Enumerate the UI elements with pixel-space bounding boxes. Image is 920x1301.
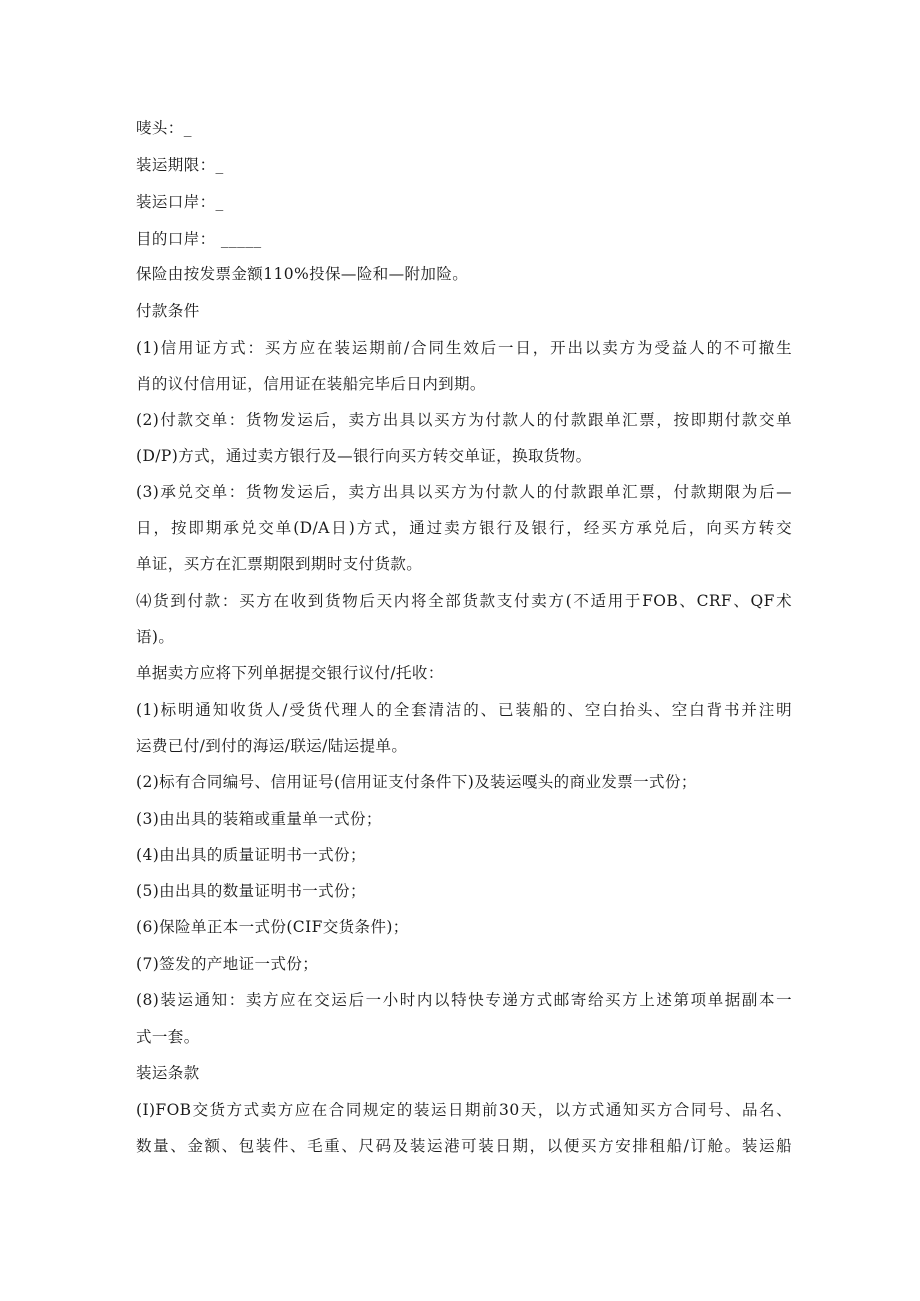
document-item-5: (5)由出具的数量证明书一式份； <box>136 882 366 900</box>
document-item-3: (3)由出具的装箱或重量单一式份； <box>136 810 382 828</box>
payment-terms-heading: 付款条件 <box>136 302 200 320</box>
destination-port-line: 目的口岸： _____ <box>136 230 262 248</box>
insurance-line: 保险由按发票金额110%投保—险和—附加险。 <box>136 265 469 283</box>
document-item-4: (4)由出具的质量证明书一式份； <box>136 846 366 864</box>
payment-cod-line-1: ⑷货到付款：买方在收到货物后天内将全部货款支付卖方(不适用于FOB、CRF、QF术 <box>136 592 792 610</box>
payment-da-line-3: 单证，买方在汇票期限到期时支付货款。 <box>136 555 423 573</box>
payment-lc-line-2: 肖的议付信用证，信用证在装船完毕后日内到期。 <box>136 375 486 393</box>
shipping-period-line: 装运期限：_ <box>136 156 224 174</box>
document-item-1-line-2: 运费已付/到付的海运/联运/陆运提单。 <box>136 737 408 755</box>
document-item-2: (2)标有合同编号、信用证号(信用证支付条件下)及装运嘎头的商业发票一式份； <box>136 773 697 791</box>
loading-port-line: 装运口岸：_ <box>136 193 224 211</box>
document-item-6: (6)保险单正本一式份(CIF交货条件)； <box>136 918 409 936</box>
document-item-8-line-1: (8)装运通知：卖方应在交运后一小时内以特快专递方式邮寄给买方上述第项单据副本一 <box>136 991 792 1009</box>
document-item-1-line-1: (1)标明通知收货人/受货代理人的全套清洁的、已装船的、空白抬头、空白背书并注明 <box>136 701 792 719</box>
payment-da-line-1: (3)承兑交单：货物发运后，卖方出具以买方为付款人的付款跟单汇票，付款期限为后— <box>136 483 792 501</box>
payment-cod-line-2: 语)。 <box>136 628 175 646</box>
shipping-clause-line-2: 数量、金额、包装件、毛重、尺码及装运港可装日期，以便买方安排租船/订舱。装运船 <box>136 1137 792 1155</box>
payment-da-line-2: 日，按即期承兑交单(D/A日)方式，通过卖方银行及银行，经买方承兑后，向买方转交 <box>136 519 792 537</box>
document-item-7: (7)签发的产地证一式份； <box>136 955 319 973</box>
payment-lc-line-1: (1)信用证方式：买方应在装运期前/合同生效后一日，开出以卖方为受益人的不可撤生 <box>136 339 792 357</box>
documents-heading: 单据卖方应将下列单据提交银行议付/托收： <box>136 664 444 682</box>
document-item-8-line-2: 式一套。 <box>136 1028 200 1046</box>
payment-dp-line-2: (D/P)方式，通过卖方银行及—银行向买方转交单证，换取货物。 <box>136 447 592 465</box>
shipping-mark-line: 唛头：_ <box>136 119 192 137</box>
shipping-clause-line-1: (I)FOB交货方式卖方应在合同规定的装运日期前30天，以方式通知买方合同号、品名、 <box>136 1101 792 1119</box>
shipping-clause-heading: 装运条款 <box>136 1064 200 1082</box>
payment-dp-line-1: (2)付款交单：货物发运后，卖方出具以买方为付款人的付款跟单汇票，按即期付款交单 <box>136 411 792 429</box>
